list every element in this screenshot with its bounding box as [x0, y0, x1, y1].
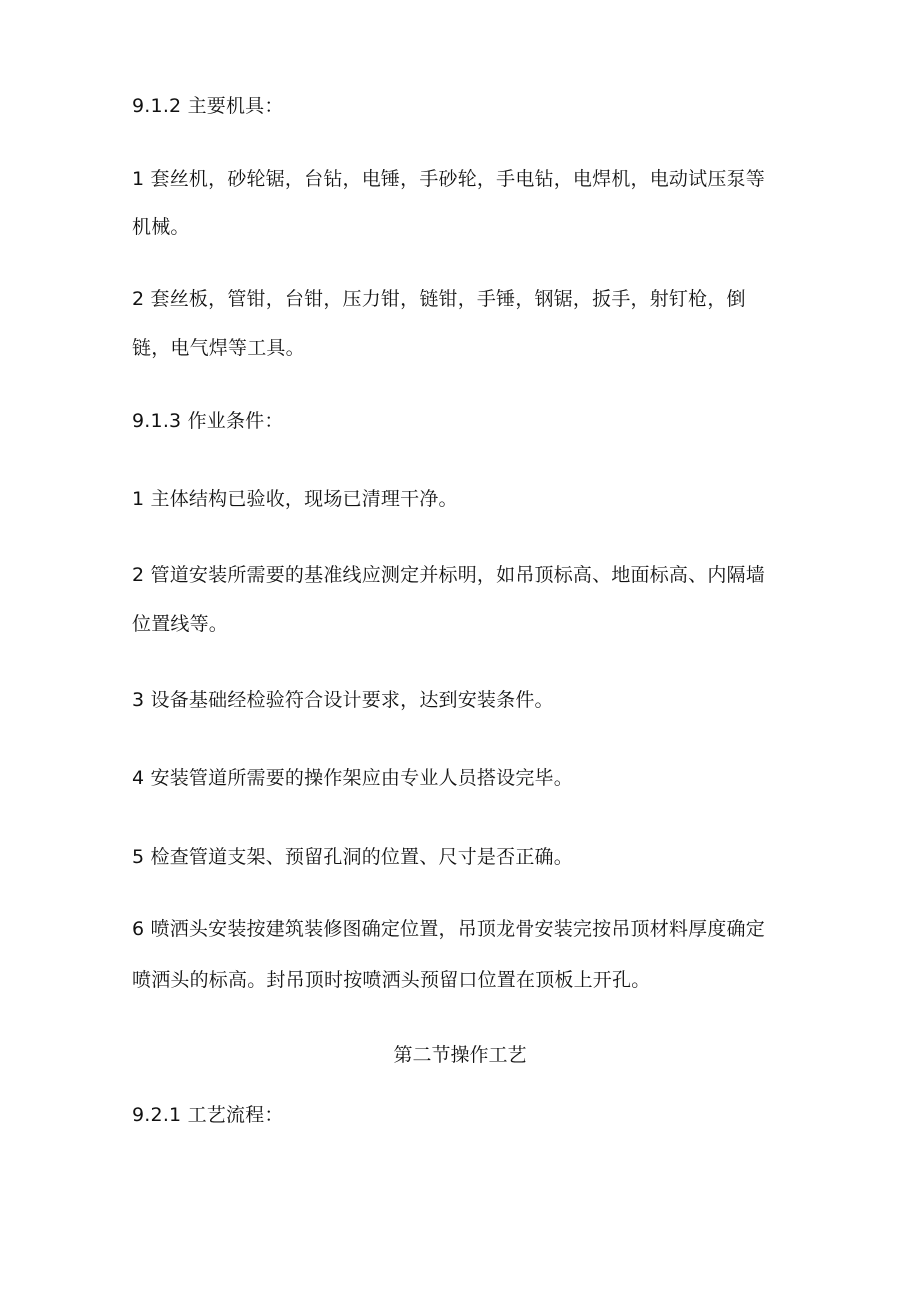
paragraph-line: 1 主体结构已验收，现场已清理干净。: [132, 488, 458, 510]
section-heading-9-2-1: 9.2.1 工艺流程：: [132, 1104, 284, 1126]
paragraph-line: 2 套丝板，管钳，台钳，压力钳，链钳，手锤，钢锯，扳手，射钉枪，倒: [132, 288, 746, 310]
paragraph-line: 4 安装管道所需要的操作架应由专业人员搭设完毕。: [132, 767, 573, 789]
paragraph-line: 3 设备基础经检验符合设计要求，达到安装条件。: [132, 689, 554, 711]
section-heading-9-1-3: 9.1.3 作业条件：: [132, 410, 284, 432]
paragraph-line: 6 喷洒头安装按建筑装修图确定位置，吊顶龙骨安装完按吊顶材料厚度确定: [132, 918, 765, 940]
paragraph-line: 位置线等。: [132, 613, 229, 635]
paragraph-line: 链，电气焊等工具。: [132, 337, 305, 359]
paragraph-line: 喷洒头的标高。封吊顶时按喷洒头预留口位置在顶板上开孔。: [132, 969, 651, 991]
paragraph-line: 2 管道安装所需要的基准线应测定并标明，如吊顶标高、地面标高、内隔墙: [132, 564, 765, 586]
paragraph-line: 5 检查管道支架、预留孔洞的位置、尺寸是否正确。: [132, 846, 573, 868]
section-heading-9-1-2: 9.1.2 主要机具：: [132, 95, 284, 117]
section-title: 第二节操作工艺: [393, 1044, 527, 1066]
paragraph-line: 机械。: [132, 216, 190, 238]
paragraph-line: 1 套丝机，砂轮锯，台钻，电锤，手砂轮，手电钻，电焊机，电动试压泵等: [132, 168, 765, 190]
